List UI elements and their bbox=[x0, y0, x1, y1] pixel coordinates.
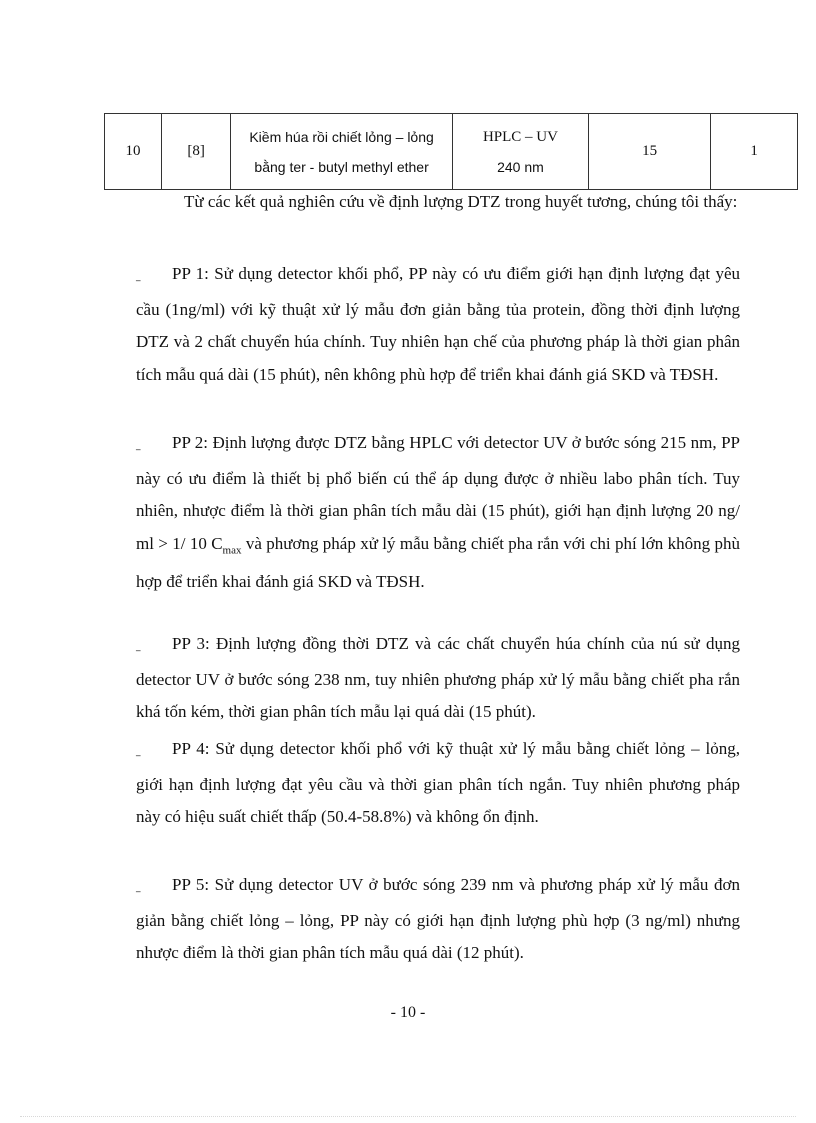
page-number: - 10 - bbox=[390, 1004, 426, 1021]
intro-paragraph: Từ các kết quả nghiên cứu về định lượng DTZ trong huyết tương, chúng tôi thấy: bbox=[184, 192, 738, 211]
list-item-text: PP 5: Sử dụng detector UV ở bước sóng 239 nm và phương pháp xử lý mẫu đơn giản bằng chiết lỏng – lỏng, PP này có giới hạn định lượng phù hợp (3 ng/ml) nhưng nhược điểm là thời gian phân tích mẫu quá dài (12 phút). bbox=[136, 875, 740, 962]
method-line-2: bằng ter - butyl methyl ether bbox=[254, 158, 429, 175]
bullet-icon: _ bbox=[136, 883, 141, 893]
list-item-text: PP 2: Định lượng được DTZ bằng HPLC với detector UV ở bước sóng 215 nm, PP này có ưu điểm là thiết bị phổ biến cú thể áp dụng được ở nhiều labo phân tích. Tuy nhiên, nhược điểm là thời gian phân tích mẫu dài (15 phút), giới hạn định lượng 20 ng/ ml > 1/ 10 C bbox=[136, 433, 740, 553]
list-item-pp5 bbox=[136, 869, 740, 970]
list-item-text-cont: và phương pháp xử lý mẫu bằng chiết pha rắn với chi phí lớn không phù hợp để triển khai đánh giá SKD và TĐSH. bbox=[136, 533, 740, 592]
list-item-text: PP 4: Sử dụng detector khối phổ với kỹ thuật xử lý mẫu bằng chiết lỏng – lỏng, giới hạn định lượng đạt yêu cầu và thời gian phân tích ngắn. Tuy nhiên phương pháp này có hiệu suất chiết thấp (50.4-58.8%) và không ổn định. bbox=[136, 739, 740, 826]
table-row bbox=[105, 114, 798, 190]
method-line-1: Kiềm húa rồi chiết lỏng – lỏng bbox=[249, 128, 434, 145]
bullet-icon: _ bbox=[136, 642, 141, 652]
list-item-pp4 bbox=[136, 733, 740, 834]
list-item-text: PP 3: Định lượng đồng thời DTZ và các chất chuyển húa chính của nú sử dụng detector UV ở bước sóng 238 nm, tuy nhiên phương pháp xử lý mẫu bằng chiết pha rắn khá tốn kém, thời gian phân tích mẫu lại quá dài (15 phút). bbox=[136, 634, 740, 721]
list-item-text: PP 1: Sử dụng detector khối phổ, PP này có ưu điểm giới hạn định lượng đạt yêu cầu (1ng/ml) với kỹ thuật xử lý mẫu đơn giản bằng tủa protein, đồng thời định lượng DTZ và 2 chất chuyển húa chính. Tuy nhiên hạn chế của phương pháp là thời gian phân tích mẫu quá dài (15 phút), nên không phù hợp để triển khai đánh giá SKD và TĐSH. bbox=[136, 264, 740, 384]
reference-table bbox=[104, 113, 798, 190]
list-item-pp2 bbox=[136, 427, 740, 599]
reference-cell: [8] bbox=[162, 114, 231, 190]
detector-line-2: 240 nm bbox=[497, 158, 544, 175]
bullet-icon: _ bbox=[136, 272, 141, 282]
detector-line-1: HPLC – UV bbox=[482, 128, 558, 145]
bullet-icon: _ bbox=[136, 441, 141, 451]
footer-divider bbox=[20, 1116, 796, 1117]
bullet-icon: _ bbox=[136, 747, 141, 757]
cmax-subscript: max bbox=[222, 543, 242, 556]
list-item-pp1 bbox=[136, 258, 740, 391]
last-cell: 1 bbox=[711, 114, 798, 190]
detector-cell bbox=[452, 114, 588, 190]
list-item-pp3 bbox=[136, 628, 740, 729]
row-number-cell: 10 bbox=[105, 114, 162, 190]
method-cell bbox=[231, 114, 453, 190]
time-cell: 15 bbox=[589, 114, 711, 190]
